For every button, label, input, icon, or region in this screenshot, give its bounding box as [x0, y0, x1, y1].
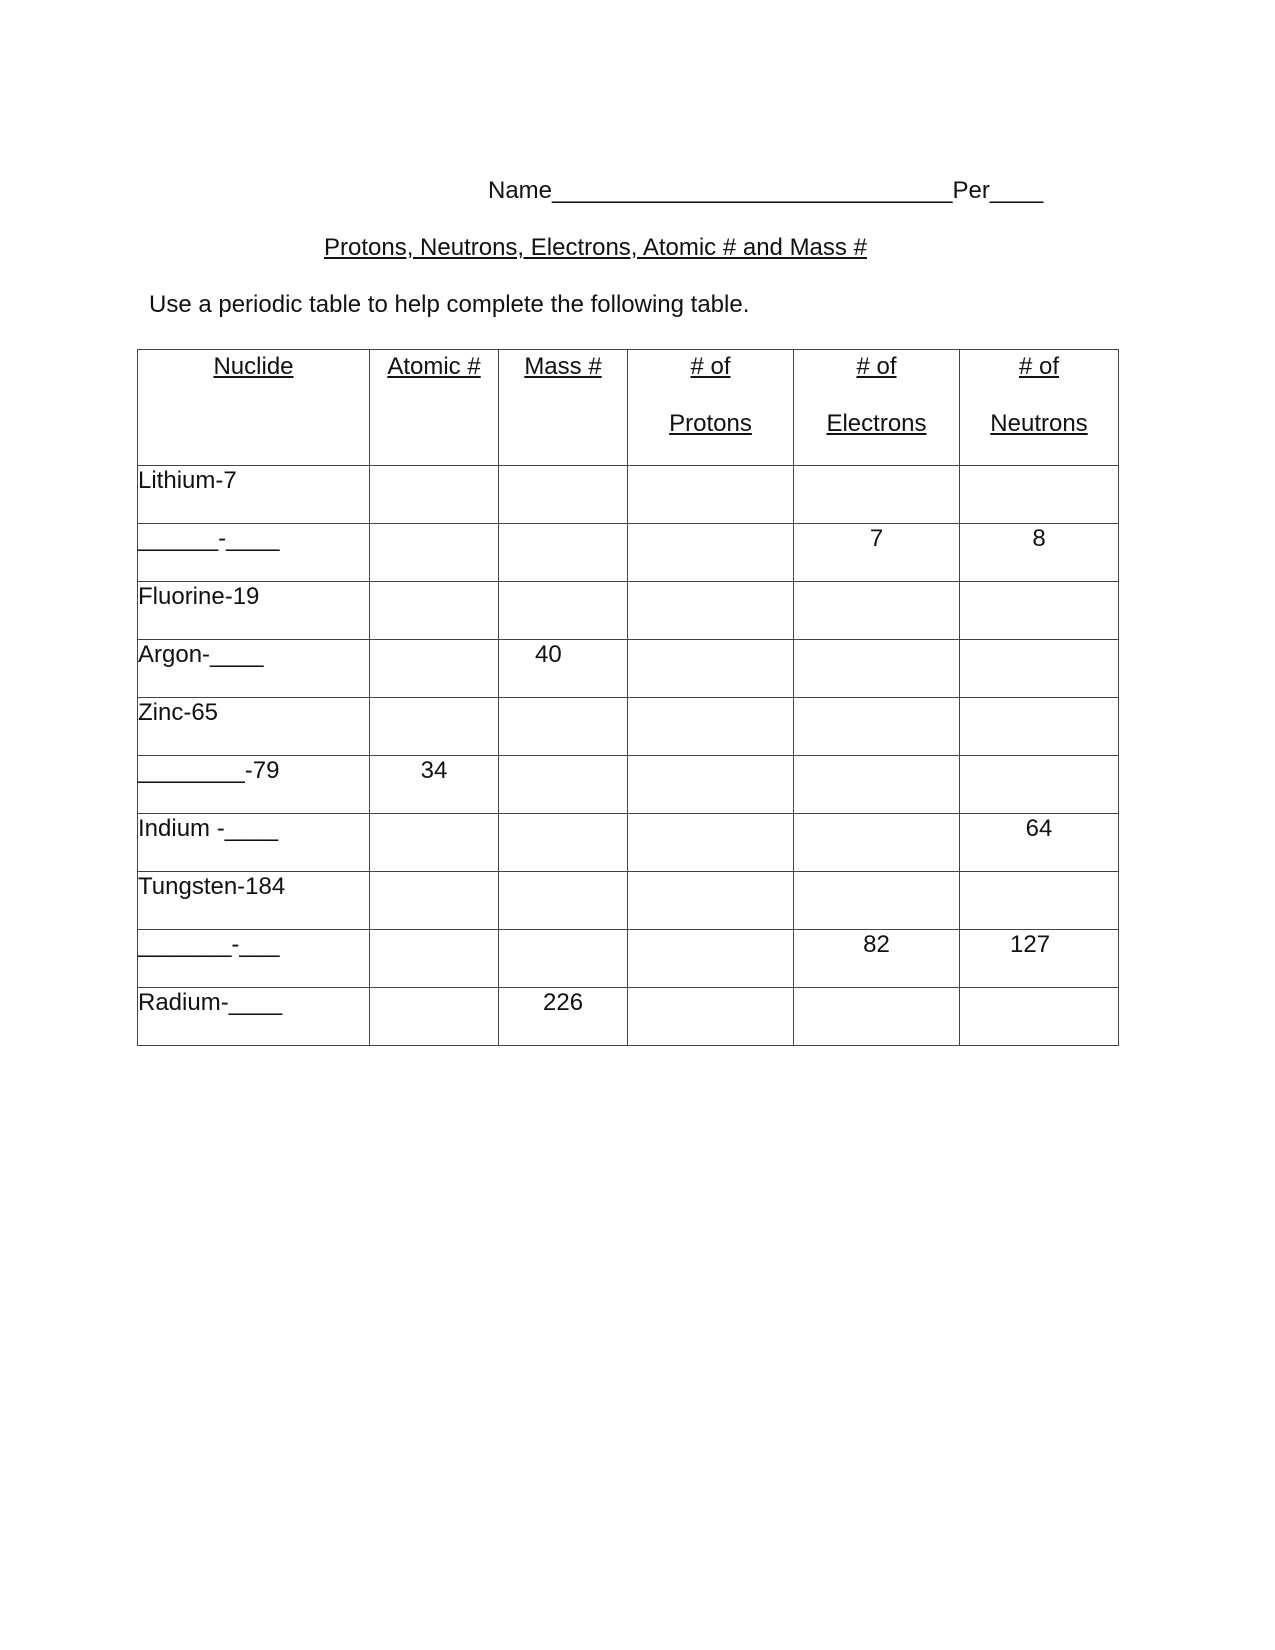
electrons-cell[interactable] — [794, 640, 960, 698]
neutrons-cell: 127 — [960, 930, 1119, 988]
column-header-line: Atomic # — [387, 353, 481, 380]
header-row — [138, 350, 1119, 466]
atomic-number-cell[interactable] — [370, 582, 499, 640]
protons-cell[interactable] — [628, 756, 794, 814]
protons-cell[interactable] — [628, 988, 794, 1046]
nuclide-cell[interactable]: Radium-____ — [138, 988, 370, 1046]
nuclide-cell: Tungsten-184 — [138, 872, 370, 930]
protons-cell[interactable] — [628, 930, 794, 988]
protons-cell[interactable] — [628, 582, 794, 640]
electrons-cell[interactable] — [794, 988, 960, 1046]
column-header-line: # of — [690, 353, 731, 380]
protons-cell[interactable] — [628, 698, 794, 756]
atomic-number-cell[interactable] — [370, 814, 499, 872]
neutrons-cell[interactable] — [960, 582, 1119, 640]
nuclide-cell[interactable]: ________-79 — [138, 756, 370, 814]
mass-number-cell: 226 — [499, 988, 628, 1046]
electrons-cell[interactable] — [794, 814, 960, 872]
column-header-line: Electrons — [826, 410, 927, 437]
mass-number-cell[interactable] — [499, 930, 628, 988]
atomic-number-cell[interactable] — [370, 698, 499, 756]
atomic-number-cell[interactable] — [370, 524, 499, 582]
table-row — [138, 814, 1119, 872]
table-row — [138, 524, 1119, 582]
atomic-number-cell[interactable] — [370, 988, 499, 1046]
column-header-line: # of — [856, 353, 897, 380]
column-header-line: # of — [1018, 353, 1060, 380]
atomic-number-cell[interactable] — [370, 930, 499, 988]
worksheet-title: Protons, Neutrons, Electrons, Atomic # and Mass # — [324, 234, 867, 261]
electrons-cell: 7 — [794, 524, 960, 582]
mass-number-cell[interactable] — [499, 872, 628, 930]
name-field[interactable]: ______________________________ — [552, 177, 953, 204]
nuclide-cell[interactable]: ______-____ — [138, 524, 370, 582]
neutrons-cell[interactable] — [960, 698, 1119, 756]
nuclide-cell[interactable]: _______-___ — [138, 930, 370, 988]
mass-number-cell[interactable] — [499, 466, 628, 524]
electrons-cell[interactable] — [794, 872, 960, 930]
table-row — [138, 640, 1119, 698]
name-label: Name — [488, 177, 553, 204]
nuclide-table — [137, 349, 1119, 1046]
neutrons-cell[interactable] — [960, 466, 1119, 524]
electrons-cell[interactable] — [794, 698, 960, 756]
mass-number-cell[interactable] — [499, 756, 628, 814]
neutrons-cell: 64 — [960, 814, 1119, 872]
period-label: Per — [952, 177, 990, 204]
neutrons-cell: 8 — [960, 524, 1119, 582]
atomic-number-cell[interactable] — [370, 872, 499, 930]
table-row — [138, 756, 1119, 814]
mass-number-cell[interactable] — [499, 524, 628, 582]
atomic-number-cell: 34 — [370, 756, 499, 814]
table-row — [138, 872, 1119, 930]
column-header-atomic — [370, 350, 499, 466]
protons-cell[interactable] — [628, 872, 794, 930]
protons-cell[interactable] — [628, 814, 794, 872]
column-header-neutrons — [960, 350, 1119, 466]
name-period-line — [488, 176, 1043, 206]
protons-cell[interactable] — [628, 466, 794, 524]
column-header-line: Mass # — [524, 353, 602, 380]
nuclide-cell: Lithium-7 — [138, 466, 370, 524]
protons-cell[interactable] — [628, 524, 794, 582]
nuclide-cell: Fluorine-19 — [138, 582, 370, 640]
mass-number-cell[interactable] — [499, 814, 628, 872]
table-row — [138, 930, 1119, 988]
column-header-protons — [628, 350, 794, 466]
instructions: Use a periodic table to help complete the following table. — [149, 291, 750, 318]
neutrons-cell[interactable] — [960, 872, 1119, 930]
period-field[interactable]: ____ — [989, 177, 1044, 204]
neutrons-cell[interactable] — [960, 756, 1119, 814]
column-header-electrons — [794, 350, 960, 466]
nuclide-cell: Zinc-65 — [138, 698, 370, 756]
electrons-cell[interactable] — [794, 582, 960, 640]
nuclide-cell[interactable]: Indium -____ — [138, 814, 370, 872]
column-header-mass — [499, 350, 628, 466]
column-header-line: Nuclide — [213, 353, 294, 380]
table-row — [138, 988, 1119, 1046]
column-header-nuclide — [138, 350, 370, 466]
column-header-line: Neutrons — [990, 410, 1088, 437]
table-row — [138, 466, 1119, 524]
nuclide-cell[interactable]: Argon-____ — [138, 640, 370, 698]
electrons-cell[interactable] — [794, 756, 960, 814]
atomic-number-cell[interactable] — [370, 466, 499, 524]
atomic-number-cell[interactable] — [370, 640, 499, 698]
electrons-cell[interactable] — [794, 466, 960, 524]
mass-number-cell[interactable] — [499, 582, 628, 640]
mass-number-cell[interactable] — [499, 698, 628, 756]
column-header-line: Protons — [669, 410, 752, 437]
protons-cell[interactable] — [628, 640, 794, 698]
neutrons-cell[interactable] — [960, 640, 1119, 698]
neutrons-cell[interactable] — [960, 988, 1119, 1046]
electrons-cell: 82 — [794, 930, 960, 988]
table-row — [138, 582, 1119, 640]
mass-number-cell: 40 — [499, 640, 628, 698]
table-row — [138, 698, 1119, 756]
